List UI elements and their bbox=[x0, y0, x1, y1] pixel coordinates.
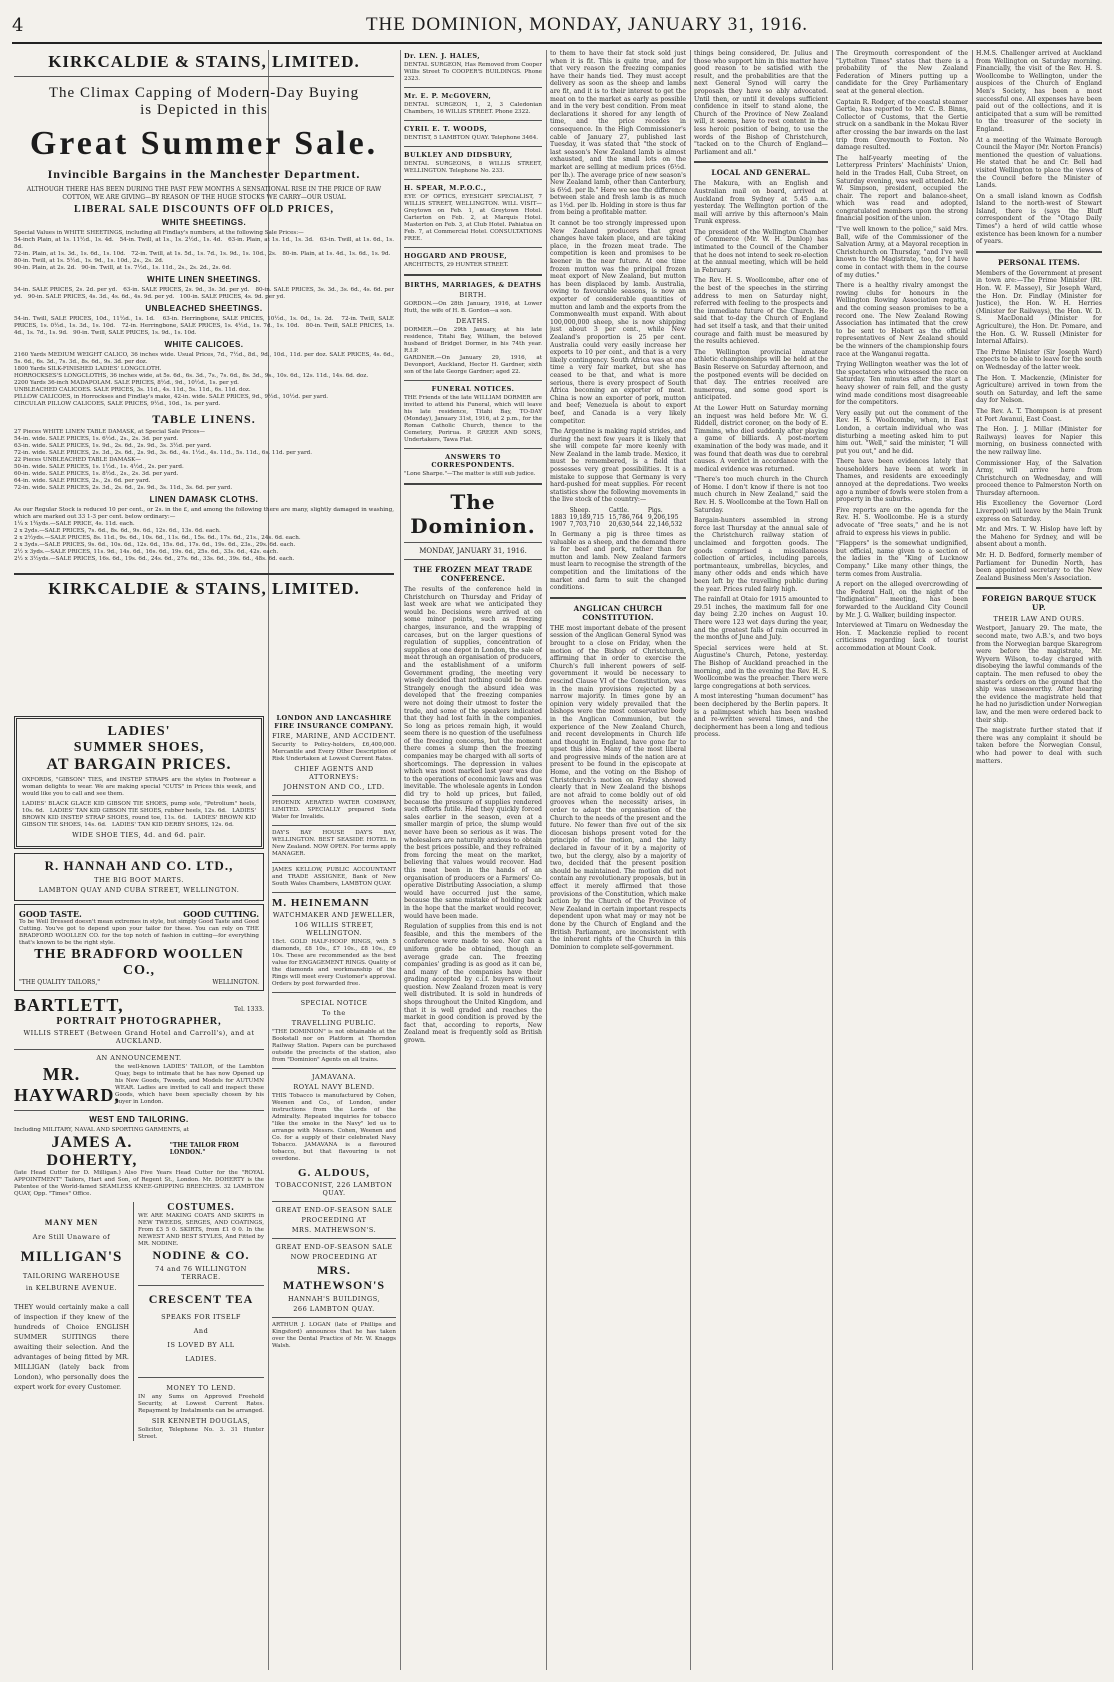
manchester-line: Invincible Bargains in the Manchester Department. bbox=[47, 167, 361, 181]
table-linens-heading: TABLE LINENS. bbox=[152, 412, 256, 427]
column-4: to them to have their fat stock sold just when it is fit. This is quite true, and for that very reason the freezing companies have their hands tied. They must accept delivery as soon as the sheep and lambs are fit, and it is to their interest to get the meat on to the market as early as possible and in the very best condition. From meat declarations it shored for any length of time, and the price recedes in consequence. In the High Commissioner's cable of January 27, published last Tuesday, it was stated that "the stock of last season's New Zealand lamb is almost exhausted, and the small lots on the market are selling at medium prices (6½d. per lb.). The average price of new season's New Zealand lamb, other than Canterbury, is 6½d. per lb." Here we see the difference between stale and fresh lamb is as much as 1½d. per lb. Holding in store is thus far from being a profitable matter. It cannot be too strongly impressed upon New Zealand producers that great changes have taken place, and are taking place, in the frozen meat trade. The competition is keen and promises to be keener in the near future. At one time frozen mutton was the principal frozen meat export of New Zealand, but mutton has been displaced by lamb. Australia, owing to favourable seasons, is now an exporter of considerable quantities of mutton and lamb and the exports from the Commonwealth must expand. With about 100,000,000 sheep, she is now shipping just about 3 per cent., while New Zealand's proportion is 25 per cent. Australia could very easily increase her exports to 10 per cent., and that is a very likely contingency. South Africa was at one time a very fair market, but she has ceased to be that, and what is more serious, there is every prospect of South Africa becoming an exporter of meat. China is now an exporter of pork, mutton and beef; Venezuela is about to export beef, and Canada is a very likely competitor. The Argentine is making rapid strides, and during the next few years it is likely that she will compete far more keenly with New Zealand in the lamb trade. Mexico, it must be remembered, is a field that possesses very great possibilities. It is a mistake to suppose that Germany is very hard-pushed for meat supplies. For recent statistics show the following movements in the live stock of the country:— Sheep. Cattle. Pigs. 1883 19,189,715 15,786,764 9,206,195 1907 7,703,710 20,630,544 22,146,532 In Germany a pig is three times as valuable as a sheep, and the demand there is for beef and pork, rather than for mutton and lamb. New Zealand farmers must learn to recognise the strength of the competition and the limitations of the market and farm to suit the changed conditions. ANGLICAN CHURCH CONSTITUTION. THE most important debate of the present session of the Anglican General Synod was brought to a close on Friday, when the motion of the Bishop of Christchurch, affirming that in order to exercise the Church's full inherent powers of self-government it would be necessary to rescind Clause VI of the Constitution, was in the main provisions rejected by a narrow majority. In times gone by an opinion very widely prevailed that the bishops were the most conservative body in the Anglican Communion, but the experience of the New Zealand Church, and recent developments in Church life and thought in England, have gone far to upset this idea. Many of the most liberal and progressive minds of the nation are at present to be found in the episcopate at Home, and the voting on the Bishop of Christchurch's motion on Friday showed clearly that in New Zealand the bishops are not afraid to come boldly out of old grooves when the necessity arises, in order to adapt the organisation of the Church to the needs of the present and the future. No fewer than five out of the six diocesan bishops present voted for the principle of the motion, and the laity declared in favour of it by a majority of two, but the clergy, also by a majority of two, decided that the present position should be maintained. The motion did not contain any revolutionary proposals, but in effect it merely affirmed that those provisions of the Constitution, which make action by the Church of the Province of New Zealand in certain important respects dependent upon what may or may not be done by the Church of England and the British Parliament, are inconsistent with the inherent rights of the Church in this Dominion to complete self-government. bbox=[550, 50, 686, 951]
white-linen-heading: WHITE LINEN SHEETINGS. bbox=[147, 275, 261, 285]
white-calicoes-heading: WHITE CALICOES. bbox=[164, 340, 244, 350]
milligan-advert: MANY MEN Are Still Unaware of MILLIGAN'S TAILORING WAREHOUSE in KELBURNE AVENUE. THEY would certainly make a call of inspection if they knew of the hundreds of Choice ENGLISH SUMMER SUITINGS there awaiting their selection. And the advantages of being fitted by MR. MILLIGAN (lately back from London), who personally does the expert work for every Customer. bbox=[14, 1202, 134, 1441]
money-to-lend-advert: MONEY TO LEND. IN any Sums on Approved Freehold Security, at Lowest Current Rates. Repayment by Instalments can be arranged. SIR KENNETH DOUGLAS, Solicitor, Telephone No. 3. 31 Hunter Street. bbox=[138, 1384, 264, 1440]
dominion-editorial-masthead: The Dominion. bbox=[410, 490, 536, 538]
great-summer-sale: Great Summer Sale. bbox=[29, 125, 379, 162]
crescent-tea-advert: CRESCENT TEA SPEAKS FOR ITSELF And IS LOVED BY ALL LADIES. bbox=[148, 1292, 254, 1363]
masthead bbox=[12, 8, 1102, 44]
newspaper-title: THE DOMINION, MONDAY, JANUARY 31, 1916. bbox=[365, 14, 809, 35]
costumes-advert: COSTUMES. WE ARE MAKING COATS AND SKIRTS in NEW TWEEDS, SERGES, AND COATINGS, From £3 5 0. SKIRTS, from £1 0 0. In the NEWEST AND BEST STYLES, And Fitted by MR. NODINE. NODINE & CO. 74 and 76 WILLINGTON TERRACE. bbox=[138, 1202, 264, 1281]
column-1-lower bbox=[14, 712, 264, 1670]
bartlett-advert: BARTLETT, Tel. 1333. PORTRAIT PHOTOGRAPHER, WILLIS STREET (Between Grand Hotel and Carroll's), and at AUCKLAND. bbox=[14, 995, 264, 1045]
hannah-advert: R. HANNAH AND CO. LTD., THE BIG BOOT MARTS. LAMBTON QUAY AND CUBA STREET, WELLINGTON. bbox=[14, 853, 264, 901]
cotton-note: ALTHOUGH THERE HAS BEEN DURING THE PAST FEW MONTHS A SENSATIONAL RISE IN THE PRICE OF RAW COTTON, WE ARE GIVING—BY REASON OF THE HUGE STOCKS WE CARRY—OUR USUAL bbox=[26, 186, 382, 201]
ladies-shoes-advert: LADIES' SUMMER SHOES, AT BARGAIN PRICES. OXFORDS, "GIBSON" TIES, and INSTEP STRAPS are the styles in Footwear a woman delights to wear. We are making special "CUTS" in Prices this week, and would like you to call and see them. LADIES' BLACK GLACE KID GIBSON TIE SHOES, pump sole, "Petrolium" heels, 10s. 6d. LADIES' TAN KID GIBSON TIE SHOES, rubber heels, 12s. 6d. LADIES' BROWN KID INSTEP STRAP SHOES, round toe, 11s. 6d. LADIES' BROWN KID GIBSON TIE SHOES, 14s. 6d. LADIES' TAN KID DERBY SHOES, 12s. 6d. WIDE SHOE TIES, 4d. and 6d. pair. bbox=[14, 716, 264, 849]
hayward-advert: AN ANNOUNCEMENT. MR. HAYWARD, the well-known LADIES' TAILOR, of the Lambton Quay, begs to intimate that he has now Opened up his New Goods, Tweeds, and Models for AUTUMN WEAR. Ladies are invited to call and inspect these Goods, which have been specially chosen by his buyer in London. bbox=[14, 1054, 264, 1105]
column-3: Dr. LEN. J. HALES, DENTAL SURGEON, Has Removed from Cooper Willis Street To COOPER'S BUILDINGS. Phone 2323. Mr. E. P. McGOVERN, DENTAL SURGEON, 1, 2, 3 Caledonian Chambers, 16 WILLIS STREET. Phone 2322. CYRIL E. T. WOODS, DENTIST, 5 LAMBTON QUAY. Telephone 3464. BULKLEY AND DIDSBURY, DENTAL SURGEONS, 8 WILLIS STREET, WELLINGTON. Telephone No. 233. H. SPEAR, M.P.O.C., EYE OF OPTICS, EYESIGHT SPECIALIST, 7 WILLIS STREET, WELLINGTON. WILL VISIT—Greytown on Feb. 1, at Greytown Hotel. Carterton on Feb. 2, at Marquis Hotel. Masterton on Feb. 3, at Club Hotel. Pahiatua on Feb. 7, at Commercial Hotel. CONSULTATIONS FREE. HOGGARD AND PROUSE, ARCHITECTS, 29 HUNTER STREET. BIRTHS, MARRIAGES, & DEATHS BIRTH. GORDON.—On 28th January, 1916, at Lower Hutt, the wife of H. B. Gordon—a son. DEATHS. DORMER.—On 29th January, at his late residence, Titahi Bay, William, the beloved husband of Bridget Dormer, in his 74th year. R.I.P. GARDNER.—On January 29, 1916, at Devonport, Auckland, Hector H. Gardner, sixth son of the late George Gardner; aged 22. FUNERAL NOTICES. THE Friends of the late WILLIAM DORMER are invited to attend his Funeral, which will leave his late residence, Titahi Bay, TO-DAY (Monday), January 31st, 1916, at 2 p.m., for the Roman Catholic Church, thence to the Cemetery, Porirua. P. GREER AND SONS, Undertakers, Tawa Flat. ANSWERS TO CORRESPONDENTS. "Lone Sharpe."—The matter is still sub judice. The Dominion. MONDAY, JANUARY 31, 1916. THE FROZEN MEAT TRADE CONFERENCE. The results of the conference held in Christchurch on Thursday and Friday of last week are what we anticipated they would be. Decisions were arrived at on some minor points, such as freezing charges, insurance, and the wrapping of carcases, but on the larger questions of regulation of supplies, concentration of supplies at one depot in London, the sale of meat through an organisation of producers, and the establishment of a uniform Government grading, the meeting very wisely decided that nothing could be done. Strangely enough the absurd idea was developed that the freezing companies were not doing their utmost to foster the trade, and some of the speakers indicated that they had lost faith in the companies. So long as prices remain high, it would seem there is no question of the usefulness of the freezing concerns, but the moment there comes a slump then the freezing companies may be charged with all sorts of shortcomings. The depression in values which was most marked last year was due to the operations of economic laws and was inevitable. The wholesale agents in London did try to hold up prices, but failed, because the pressure of supplies rendered such efforts futile. Had they quickly forced sales earlier in the season, even at a smaller margin of price, the slump would never have been so serious as it was. The wholesalers are naturally anxious to obtain the best prices possible, and they refrained from forcing the meat on the market, believing that values would recover. Had this meat been in the hands of an organisation of producers or a Farmers' Co-operative Distributing Association, a slump would have occurred just the same, because the same mistake of holding back in the hope that the market would recover, would have been made. Regulation of supplies from this end is not feasible, and this the members of the conference were made to see. Nor can a uniform grade be obtained, though an average grade can. The freezing companies' grading is as good as it can be, and many of the companies have their grading accepted by c.i.f. buyers without question. New Zealand frozen meat is very well distributed. It is sold in hundreds of shops throughout the United Kingdom, and that it is well graded and reaches the market in good condition is proved by the fact that, according to reports, New Zealand meat is frequently sold as British grown. bbox=[404, 52, 542, 1045]
kirkcaldie-bottom-heading: KIRKCALDIE & STAINS, LIMITED. bbox=[14, 573, 394, 599]
linen-damask-heading: LINEN DAMASK CLOTHS. bbox=[149, 495, 259, 505]
editorial-date: MONDAY, JANUARY 31, 1916. bbox=[419, 547, 527, 555]
liberal-discounts: LIBERAL SALE DISCOUNTS OFF OLD PRICES, bbox=[74, 204, 334, 216]
kirkcaldie-heading: KIRKCALDIE & STAINS, LIMITED. bbox=[48, 52, 360, 71]
kirkcaldie-sale-advert: KIRKCALDIE & STAINS, LIMITED. The Climax Capping of Modern-Day Buying is Depicted in this Great Summer Sale. Invincible Bargains in the Manchester Department. ALTHOUGH THERE HAS BEEN DURING THE PAST FEW MONTHS A SENSATIONAL RISE IN THE PRICE OF RAW COTTON, WE ARE GIVING—BY REASON OF THE HUGE STOCKS WE CARRY—OUR USUAL LIBERAL SALE DISCOUNTS OFF OLD PRICES, WHITE SHEETINGS. Special Values in WHITE SHEETINGS, including all Findlay's numbers, at the following Sale Prices:— 54-inch Plain, at 1s. 11½d., 1s. 4d. 54-in. Twill, at 1s., 1s. 2½d., 1s. 4d. 63-in. Plain, at 1s. 1d., 1s. 3d. 63-in. Twill, at 1s. 6d., 1s. 8d. 72-in. Plain, at 1s. 3d., 1s. 6d., 1s. 10d. 72-in. Twill, at 1s. 5d., 1s. 7d., 1s. 9d., 1s. 10d., 2s. 80-in. Plain, at 1s. 4d., 1s. 6d., 1s. 9d. 80-in. Twill, at 1s. 5½d., 1s. 9d., 1s. 10d., 2s., 2s. 2d. 90-in. Plain, at 2s. 2d. 90-in. Twill, at 1s. 7½d., 1s. 11d., 2s., 2s. 2d., 2s. 6d. WHITE LINEN SHEETINGS. 54-in. SALE PRICES, 2s. 2d. per yd. 63-in. SALE PRICES, 2s. 9d., 3s. 3d. per yd. 80-in. SALE PRICES, 3s. 3d., 3s. 6d., 4s. 6d. per yd. 90-in. SALE PRICES, 4s. 3d., 4s. 6d., 4s. 9d. per yd. 100-in. SALE PRICES, 4s. 9d. per yd. UNBLEACHED SHEETINGS. 54-in. Twill, SALE PRICES, 10d., 11½d., 1s. 1d. 63-in. Herringbone, SALE PRICES, 10½d., 1s. 0d., 1s. 2d. 72-in. Twill, SALE PRICES, 1s. 0½d., 1s. 3d., 1s. 10d. 72-in. Herringbone, SALE PRICES, 1s. 4½d., 1s. 7d., 1s. 10d. 80-in. Twill, SALE PRICES, 1s. 4d., 1s. 7d., 1s. 9d. 90-in. Twill, SALE PRICES, 1s. 9d., 1s. 10d. WHITE CALICOES. 2160 Yards MEDIUM WEIGHT CALICO, 36 inches wide. Usual Prices, 7d., 7½d., 8d., 9d., 10d., 11d. per doz. SALE PRICES, 4s. 6d., 5s. 6d., 6s. 3d., 7s. 3d., 8s. 6d., 9s. 3d. per doz. 1800 Yards SILK-FINISHED LADIES' LONGCLOTH. HORROCKSES'S LONGCLOTHS, 36 inches wide, at 5s. 6d., 6s. 3d., 7s., 7s. 6d., 8s. 3d., 9s., 10s. 6d., 12s. 11d., 14s. 6d. doz. 2200 Yards 36-inch MADAPOLAM. SALE PRICES, 8½d., 9d., 10½d., 1s. per yd. UNBLEACHED CALICOES. SALE PRICES, 3s. 11d., 4s. 11d., 5s. 11d., 6s. 11d. doz. PILLOW CALICOES, in Horrockses and Findlay's make, 42-in. wide. SALE PRICES, 9d., 9½d., 10½d. per yard. CIRCULAR PILLOW CALICOES, SALE PRICES, 9½d., 10d., 1s. per yard. TABLE LINENS. 27 Pieces WHITE LINEN TABLE DAMASK, at Special Sale Prices— 54-in. wide. SALE PRICES, 1s. 6½d., 2s., 2s. 3d. per yard. 63-in. wide. SALE PRICES, 1s. 9d., 2s. 6d., 2s. 9d., 3s. 3½d. per yard. 72-in. wide. SALE PRICES, 2s. 3d., 2s. 6d., 2s. 9d., 3s. 6d., 4s. 1½d., 4s. 11d., 5s. 11d., 6s. 11d. per yard. 22 Pieces UNBLEACHED TABLE DAMASK— 50-in. wide. SALE PRICES, 1s. 1½d., 1s. 4½d., 2s. per yard. 60-in. wide. SALE PRICES, 1s. 8½d., 2s., 2s. 3d. per yard. 64-in. wide. SALE PRICES, 2s., 2s. 6d. per yard. 72-in. wide. SALE PRICES, 2s. 3d., 2s. 6d., 2s. 9d., 3s. 11d., 3s. 6d. per yard. LINEN DAMASK CLOTHS. As our Regular Stock is reduced 10 per cent., or 2s. in the £, and among the following there are many, slightly damaged in washing, which are marked out 33 1-3 per cent. below ordinary:— 1¼ x 1¾yds.—SALE PRICE, 4s. 11d. each. 2 x 2yds.—SALE PRICES, 7s. 6d., 8s. 6d., 9s. 6d., 12s. 6d., 13s. 6d. each. 2 x 2½yds.—SALE PRICES, 8s. 11d., 9s. 6d., 10s. 6d., 11s. 6d., 15s. 6d., 17s. 6d., 21s., 24s. 6d. each. 2 x 3yds.—SALE PRICES, 9s. 6d., 10s. 6d., 12s. 6d., 15s. 6d., 17s. 6d., 19s. 6d., 23s., 29s. 6d. each. 2½ x 3yds.—SALE PRICES, 11s. 9d., 14s. 6d., 16s. 6d., 19s. 6d., 25s. 6d., 33s. 6d., 42s. each. 2½ x 3½yds.—SALE PRICES, 16s. 6d., 19s. 6d., 24s. 6d., 27s. 6d., 33s. 6d., 39s. 6d., 48s. 6d. each. KIRKCALDIE & STAINS, LIMITED. bbox=[14, 52, 394, 599]
editorial-heading-meat: THE FROZEN MEAT TRADE CONFERENCE. bbox=[413, 565, 533, 583]
column-6: The Greymouth correspondent of the "Lyttelton Times" states that there is a probability of the New Zealand Federation of Miners putting up a candidate for the Grey Parliamentary seat at the general election. Captain R. Rodger, of the coastal steamer Gertie, has reported to Mr. C. B. Binns, Collector of Customs, that the Gertie struck on a sandbank in the Mokau River after crossing the bar inwards on the last trip from Greymouth to Foxton. No damage resulted. The half-yearly meeting of the Letterpress Printers' Machinists' Union, held in the Trades Hall, Cuba Street, on Saturday evening, was well attended. Mr. W. Simpson, president, occupied the chair. The report and balance-sheet, which was read and adopted, congratulated members upon the strong financial position of the union. "I've well known to the police," said Mrs. Ball, wife of the Commissioner of the Salvation Army, at a Mayoral reception in Christchurch on Thursday, "and I've well known to the Magistrate, too, for I have come in contact with them in the course of my duties." There is a healthy rivalry amongst the rowing clubs for honours in the Wellington Rowing Association regatta, and the coming season promises to be a record one. The New Zealand Rowing Association has intimated that the crew to be sent to Hobart as the official representatives of New Zealand should be the winners of the championship fours race at the Wanganui regatta. Trying Wellington weather was the lot of the spectators who witnessed the race on Saturday. Ten minutes after the start a heavy shower of rain fell, and the gusty wind made conditions most disagreeable for the competitors. Very easily put out the comment of the Rev. H. S. Woollcombe, when, in East London, a certain individual who was disturbing a meeting asked him to put him out. "Well," said the minister, "I will put you out," and he did. There have been evidences lately that householders have been at work in Thames, and residents are exceedingly annoyed at the depredations. Two weeks ago a number of fowls were stolen from a property in the suburbs. Five reports are on the agenda for the Rev. H. S. Woollcombe. He is a sturdy advocate of "free seats," and he is not afraid to express his views in public. "Flappers" is the somewhat undignified, but official, name given to a section of the ladies in the "King of Lucknow Company." Like many other things, the term comes from Australia. A report on the alleged overcrowding of the Federal Hall, on the night of the "Indignation" meeting, has been forwarded to the Auckland City Council by Mr. J. G. Walker, building inspector. Interviewed at Timaru on Wednesday the Hon. T. Mackenzie replied to recent criticisms regarding lack of tourist accommodation at Mount Cook. bbox=[836, 50, 968, 652]
bradford-advert: GOOD TASTE. GOOD CUTTING. To be Well Dressed doesn't mean extremes in style, but simply Good Taste and Good Cutting. You've got to depend upon your tailor for these. You can rely on THE BRADFORD WOOLLEN CO. for the top notch of fashion in cutting—for everything that's known to be the right style. THE BRADFORD WOOLLEN CO., "THE QUALITY TAILORS," WELLINGTON. bbox=[14, 904, 264, 991]
climax-line: The Climax Capping of Modern-Day Buying bbox=[48, 85, 360, 101]
page-number: 4 bbox=[12, 14, 24, 36]
editorial-heading-anglican: ANGLICAN CHURCH CONSTITUTION. bbox=[573, 603, 663, 622]
column-5: things being considered, Dr. Julius and those who support him in this matter have good reason to be satisfied with the result, and the probabilities are that the next General Synod will carry the proposals they have so ably advocated. Until then, or until it develops sufficient confidence in itself to stand alone, the Church of the Province of New Zealand will, it seems, have to rest content in the less heroic position of being, to use the words of the Bishop of Christchurch, "tacked on to the Church of England—Parliament and all." LOCAL AND GENERAL. The Makura, with an English and Australian mail on board, arrived at Auckland from Sydney at 5.45 a.m. yesterday. The Wellington portion of the mail will arrive by this afternoon's Main Trunk express. The president of the Wellington Chamber of Commerce (Mr. W. H. Dunlop) has intimated to the Council of the Chamber that he does not intend to seek re-election at the annual meeting, which will be held in February. The Rev. H. S. Woollcombe, after one of the best of the speeches in the stirring address to men on Saturday night, referred with feeling to the prospects and the immediate future of the Church. He said that to-day the Church of England had set itself a task, and that their united courage and faith must be measured by the results achieved. The Wellington provincial amateur athletic championships will be held at the Basin Reserve on Saturday afternoon, and the postponed events will be decided on that day. The entries received are numerous, and some good sport is anticipated. At the Lower Hutt on Saturday morning an inquest was held before Mr. W. G. Riddell, district coroner, on the body of E. Timmins, who died suddenly after playing a game of billiards. A post-mortem examination of the body was made, and it was found that death was due to cerebral causes. A verdict in accordance with the medical evidence was returned. "There's too much church in the Church of Home. I don't know if there is not too much church in New Zealand," said the Rev. H. S. Woollcombe at the Town Hall on Saturday. Bargain-hunters assembled in strong force last Thursday at the annual sale of the Christchurch railway station of unclaimed and forgotten goods. The goods comprised a miscellaneous collection of articles, including parcels, portmanteaux, umbrellas, bicycles, and many other odds and ends which have been left by the travelling public during the year. Prices ruled fairly high. The rainfall at Otaio for 1915 amounted to 29.51 inches, the maximum fall for one day being 2.20 inches on August 10. There were 123 wet days during the year, and the greatest falls of rain occurred in the months of June and July. Special services were held at St. Augustine's Church, Petone, yesterday. The Bishop of Auckland preached in the morning, and in the evening the Rev. H. S. Woollcombe was the preacher. There were large congregations at both services. A most interesting "human document" has been deciphered by the Berlin papers. It is a palimpsest which has been washed and re-written several times, and the decipherment has been a long and tedious process. bbox=[694, 50, 828, 739]
foreign-barque-heading: FOREIGN BARQUE STUCK UP. bbox=[981, 594, 1097, 613]
unbleached-heading: UNBLEACHED SHEETINGS. bbox=[145, 304, 263, 314]
depicted-line: is Depicted in this bbox=[140, 102, 268, 118]
personal-items-heading: PERSONAL ITEMS. bbox=[997, 257, 1081, 267]
column-7: H.M.S. Challenger arrived at Auckland from Wellington on Saturday morning. Financially, the visit of the Rev. H. S. Woollcombe to Wellington, under the auspices of the Church of England Men's Society, has been a most successful one. All expenses have been paid out of the collections, and it is anticipated that a sum will be remitted to the treasurer of the society in England. At a meeting of the Waimate Borough Council the Mayor (Mr. Norton Francis) mentioned the question of valuations. He stated that he and Cr. Bell had visited Wellington to place the views of the Council before the Minister of Lands. On a small island known as Codfish Island to the north-west of Stewart Island, there is (says the Bluff correspondent of the "Otago Daily Times") a herd of wild cattle whose existence has been known for a number of years. PERSONAL ITEMS. Members of the Government at present in town are:—The Prime Minister (Rt. Hon. W. F. Massey), Sir Joseph Ward, the Hon. Dr. Findlay (Minister for Justice), the Hon. W. H. Herries (Minister for Railways), the Hon. W. D. S. MacDonald (Minister for Agriculture), the Hon. Dr. Pomare, and the Hon. G. W. Russell (Minister for Internal Affairs). The Prime Minister (Sir Joseph Ward) expects to be able to leave for the south on Wednesday of the latter week. The Hon. T. Mackenzie, (Minister for Agriculture) arrived in town from the south on Saturday, and left the same day for Nelson. The Rev. A. T. Thompson is at present at Port Awanui, East Coast. The Hon. J. J. Millar (Minister for Railways) leaves for Napier this morning, on business connected with the new railway line. Commissioner Hay, of the Salvation Army, will arrive here from Christchurch on Wednesday, and will proceed thence to Palmerston North on Thursday afternoon. His Excellency the Governor (Lord Liverpool) will leave by the Main Trunk express on Saturday. Mr. and Mrs. T. W. Hislop have left by the Maheno for Sydney, and will be absent about a month. Mr. H. D. Bedford, formerly member of Parliament for Dunedin North, has been appointed secretary to the New Zealand Business Men's Association. FOREIGN BARQUE STUCK UP. THEIR LAW AND OURS. Westport, January 29. The mate, the second mate, two A.B.'s, and two boys from the Norwegian barque Skaregrom were before the magistrate, Mr. Wyvern Wilson, to-day charged with disobeying the lawful commands of the captain. The men refused to obey the master's orders on the ground that the ship was unseaworthy. After hearing the evidence the magistrate held that he had no jurisdiction under Norwegian law, and the men were ordered back to their ship. The magistrate further stated that if there was any complaint it should be taken before the Norwegian Consul, who had power to deal with such matters. bbox=[976, 50, 1102, 765]
local-general-heading: LOCAL AND GENERAL. bbox=[711, 168, 811, 178]
column-2-lower: LONDON AND LANCASHIRE FIRE INSURANCE COMPANY. FIRE, MARINE, AND ACCIDENT. Security to Policy-holders, £6,400,000. Mercantile and Every Other Description of Risk Undertaken at Lowest Current Rates. CHIEF AGENTS AND ATTORNEYS: JOHNSTON AND CO., LTD. PHOENIX AERATED WATER COMPANY, LIMITED. SPECIALLY prepared Soda Water for Invalids. DAY'S BAY HOUSE DAY'S BAY, WELLINGTON. BEST SEASIDE HOTEL in New Zealand. NOW OPEN. For terms apply MANAGER. JAMES KELLOW, PUBLIC ACCOUNTANT and TRADE ASSIGNEE, Bank of New South Wales Chambers, LAMBTON QUAY. M. HEINEMANN WATCHMAKER AND JEWELLER, 106 WILLIS STREET, WELLINGTON. 18ct. GOLD HALF-HOOP RINGS, with 5 diamonds, £8 10s., £7 10s., £8 10s., £9 10s. These are recommended as the best value for ENGAGEMENT RINGS. Quality of the diamonds and workmanship of the Rings will meet every Customer's approval. Orders by post forwarded free. SPECIAL NOTICE To the TRAVELLING PUBLIC. "THE DOMINION" is not obtainable at the Bookstall nor on Platform at Thorndon Railway Station. Papers can be purchased outside the precincts of the station, also from "Dominion" Agents on all trains. JAMAVANA. ROYAL NAVY BLEND. THIS Tobacco is manufactured by Cohen, Weenen and Co., of London, under instructions from the Lords of the Admiralty. Repeated inquiries for tobacco "like the smoke in the Navy" led us to arrange with Messrs. Cohen, Weenen and Co. for a supply of their celebrated Navy Tobacco. JAMAVANA is a flavoured tobacco, but that flavouring is not overdone. G. ALDOUS, TOBACCONIST, 226 LAMBTON QUAY. GREAT END-OF-SEASON SALE PROCEEDING AT MRS. MATHEWSON'S. GREAT END-OF-SEASON SALE NOW PROCEEDING AT MRS. MATHEWSON'S HANNAH'S BUILDINGS, 266 LAMBTON QUAY. ARTHUR J. LOGAN (late of Phillips and Kingsford) announces that he has taken over the Dental Practice of Mr. W. Knaggs Walsh. bbox=[272, 714, 396, 1349]
white-sheetings-heading: WHITE SHEETINGS. bbox=[161, 218, 247, 228]
doherty-advert: WEST END TAILORING. Including MILITARY, NAVAL AND SPORTING GARMENTS, at JAMES A. DOHERTY, "THE TAILOR FROM LONDON." (late Head Cutter for D. Milligan.) Also Five Years Head Cutter for the "ROYAL APPOINTMENT" Tailors, Hart and Son, of Regent St., London. Mr. DOHERTY is the Patentee of the World-famed SEAMLESS KNEE-GRIPPING BREECHES. 32 LAMBTON QUAY, Opp. "Times" Office. bbox=[14, 1115, 264, 1197]
